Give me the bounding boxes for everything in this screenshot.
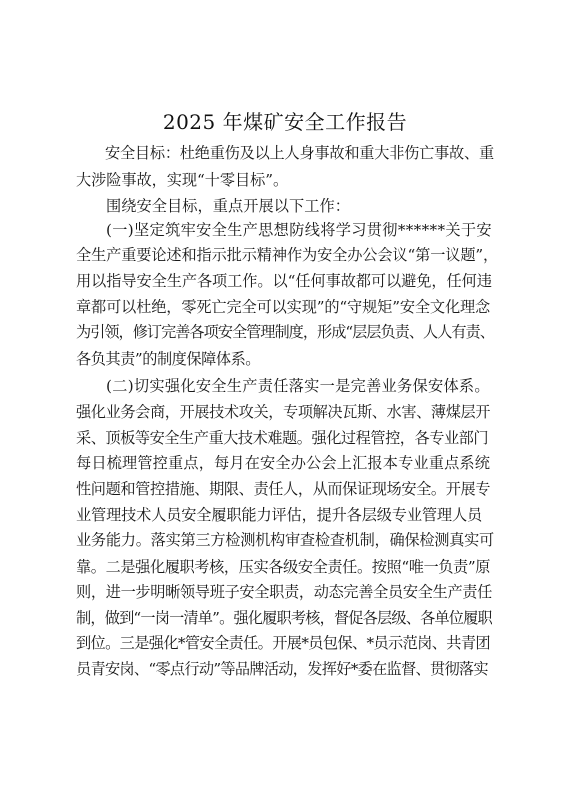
body-line-text: 靠。二是强化履职考核，压实各级安全责任。按照“唯一负责”原 [76,558,490,576]
body-line-text: 每日梳理管控重点，每月在安全办公会上汇报本专业重点系统 [76,454,491,472]
body-line-text: 性问题和管控措施、期限、责任人，从而保证现场安全。开展专 [76,480,491,498]
body-line-text: 章都可以杜绝，零死亡完全可以实现”的“守规矩”安全文化理念 [76,298,491,316]
body-line-text: 围绕安全目标，重点开展以下工作： [106,197,350,215]
body-line-text: 业务能力。落实第三方检测机构审查检查机制，确保检测真实可 [76,531,494,549]
body-line-text: 安全目标：杜绝重伤及以上人身事故和重大非伤亡事故、重 [105,144,494,162]
body-line-text: 员青安岗、“零点行动”等品牌活动，发挥好*委在监督、贯彻落实 [76,660,488,678]
body-line-text: (一)坚定筑牢安全生产思想防线将学习贯彻******关于安 [106,221,492,239]
body-line-text: 到位。三是强化*管安全责任。开展*员包保、*员示范岗、共青团 [76,634,490,652]
body-line-text: 为引领，修订完善各项安全管理制度，形成“层层负责、人人有责、 [76,323,494,341]
body-line-text: 业管理技术人员安全履职能力评估，提升各层级专业管理人员 [76,506,483,524]
document-title: 2025 年煤矿安全工作报告 [162,110,408,134]
body-line-text: 各负其责”的制度保障体系。 [76,350,261,368]
body-line-text: 制，做到“一岗一清单”。强化履职考核，督促各层级、各单位履职 [76,609,492,627]
body-line-text: 则，进一步明晰领导班子安全职责，动态完善全员安全生产责任 [76,583,493,601]
body-line-text: 采、顶板等安全生产重大技术难题。强化过程管控，各专业部门 [76,429,489,447]
body-line-text: 大涉险事故，实现“十零目标”。 [76,171,289,189]
body-line-text: (二)切实强化安全生产责任落实一是完善业务保安体系。 [106,377,490,395]
body-line-text: 用以指导安全生产各项工作。以“任何事故都可以避免，任何违 [76,272,492,290]
body-line-text: 全生产重要论述和指示批示精神作为安全办公会议“第一议题”， [76,246,499,264]
body-line-text: 强化业务会商，开展技术攻关，专项解决瓦斯、水害、薄煤层开 [76,403,491,421]
